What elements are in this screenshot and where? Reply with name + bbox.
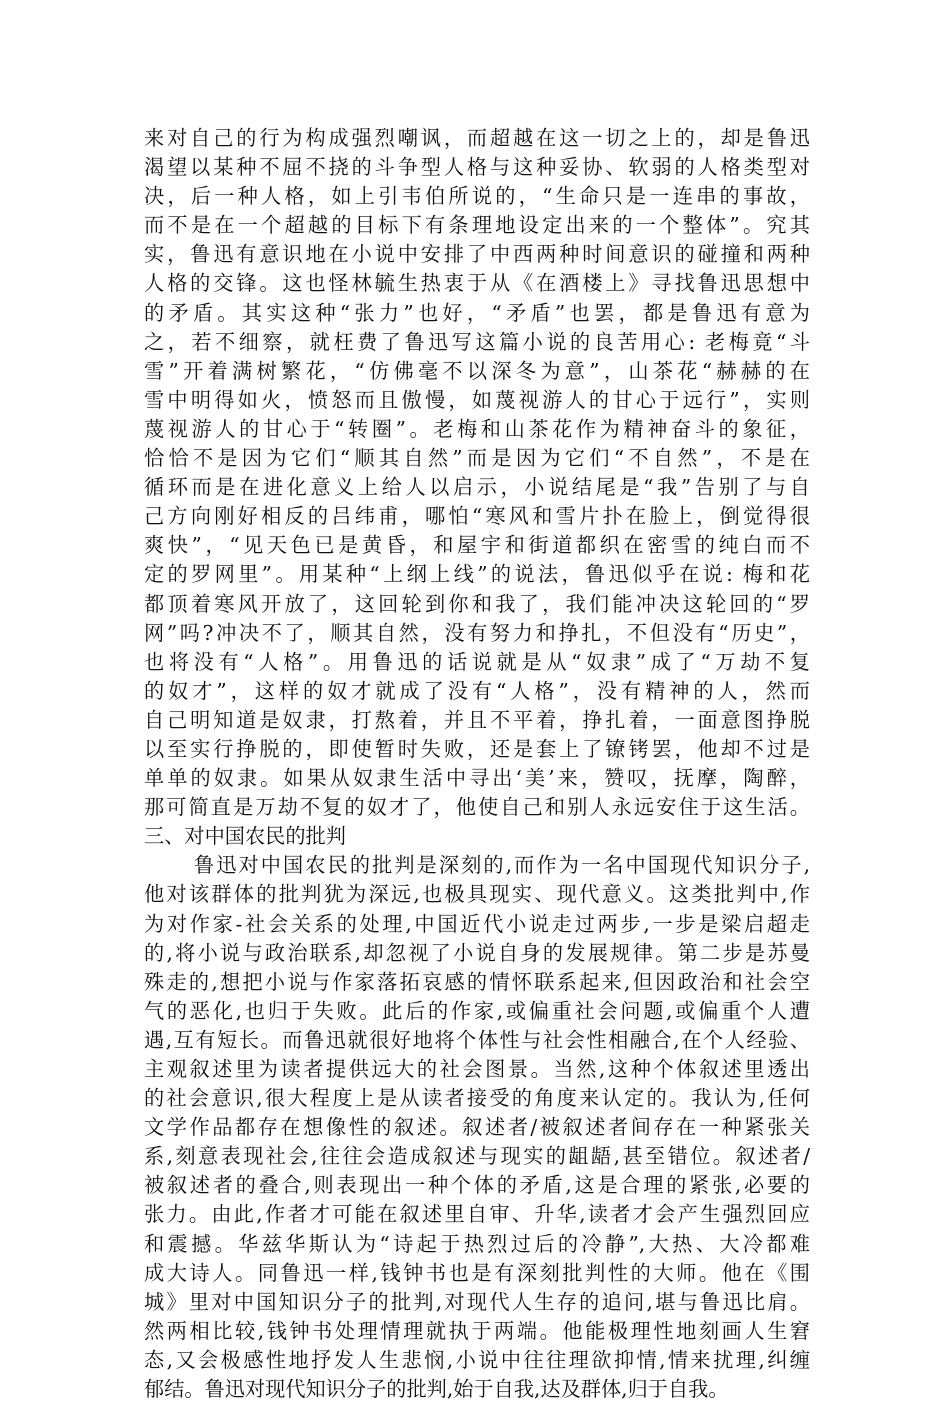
text-line: 他对该群体的批判犹为深远,也极具现实、现代意义。这类批判中,作 — [144, 882, 810, 907]
text-line: 雪”开着满树繁花，“仿佛毫不以深冬为意”，山茶花“赫赫的在 — [144, 358, 810, 383]
text-line: 和震撼。华兹华斯认为“诗起于热烈过后的冷静”,大热、大冷都难 — [144, 1231, 810, 1256]
text-line: 的奴才”，这样的奴才就成了没有“人格”，没有精神的人，然而 — [144, 678, 810, 703]
text-line: 的矛盾。其实这种“张力”也好，“矛盾”也罢，都是鲁迅有意为 — [144, 300, 810, 325]
section-heading: 三、对中国农民的批判 — [144, 824, 346, 849]
text-line: 郁结。鲁迅对现代知识分子的批判,始于自我,达及群体,归于自我。 — [144, 1377, 729, 1402]
text-line: 主观叙述里为读者提供远大的社会图景。当然,这种个体叙述里透出 — [144, 1057, 810, 1081]
body-text — [144, 124, 810, 1404]
text-line: 己方向刚好相反的吕纬甫，哪怕“寒风和雪片扑在脸上，倒觉得很 — [144, 504, 810, 529]
text-line: 成大诗人。同鲁迅一样,钱钟书也是有深刻批判性的大师。他在《围 — [144, 1260, 810, 1285]
text-line: 决，后一种人格，如上引韦伯所说的，“生命只是一连串的事故， — [144, 184, 810, 209]
text-line: 的社会意识,很大程度上是从读者接受的角度来认定的。我认为,任何 — [144, 1086, 810, 1111]
text-line: 蔑视游人的甘心于“转圈”。老梅和山茶花作为精神奋斗的象征， — [144, 416, 810, 441]
text-line: 人格的交锋。这也怪林毓生热衷于从《在酒楼上》寻找鲁迅思想中 — [144, 271, 810, 296]
text-line: 来对自己的行为构成强烈嘲讽，而超越在这一切之上的，却是鲁迅 — [144, 126, 810, 150]
text-line: 态,又会极感性地抒发人生悲悯,小说中往往理欲抑情,情来扰理,纠缠 — [144, 1347, 810, 1372]
text-line: 恰恰不是因为它们“顺其自然”而是因为它们“不自然”，不是在 — [144, 446, 810, 471]
text-line: 爽快”，“见天色已是黄昏，和屋宇和街道都织在密雪的纯白而不 — [144, 533, 810, 558]
text-line: 都顶着寒风开放了，这回轮到你和我了，我们能冲决这轮回的“罗 — [144, 591, 810, 616]
text-line: 自己明知道是奴隶，打熬着，并且不平着，挣扎着，一面意图挣脱 — [144, 707, 810, 732]
text-line: 系,刻意表现社会,往往会造成叙述与现实的龃龉,甚至错位。叙述者/ — [144, 1144, 810, 1169]
text-line: 而不是在一个超越的目标下有条理地设定出来的一个整体”。究其 — [144, 213, 810, 238]
text-line: 文学作品都存在想像性的叙述。叙述者/被叙述者间存在一种紧张关 — [144, 1115, 810, 1140]
text-line: 城》里对中国知识分子的批判,对现代人生存的追问,堪与鲁迅比肩。 — [144, 1289, 810, 1314]
text-line: 为对作家-社会关系的处理,中国近代小说走过两步,一步是梁启超走 — [144, 911, 810, 936]
text-line: 渴望以某种不屈不挠的斗争型人格与这种妥协、软弱的人格类型对 — [144, 155, 810, 180]
text-line: 定的罗网里”。用某种“上纲上线”的说法，鲁迅似乎在说: 梅和花 — [144, 562, 810, 587]
text-line: 被叙述者的叠合,则表现出一种个体的矛盾,这是合理的紧张,必要的 — [144, 1173, 810, 1198]
text-line: 那可简直是万劫不复的奴才了，他使自己和别人永远安住于这生活。 — [144, 795, 810, 820]
text-line: 气的恶化,也归于失败。此后的作家,或偏重社会问题,或偏重个人遭 — [144, 998, 810, 1023]
paragraph-2 — [144, 851, 810, 1404]
text-line: 实，鲁迅有意识地在小说中安排了中西两种时间意识的碰撞和两种 — [144, 242, 810, 267]
paragraph-1 — [144, 124, 810, 822]
text-line: 之，若不细察，就枉费了鲁迅写这篇小说的良苦用心: 老梅竟“斗 — [144, 329, 810, 354]
text-line: 也将没有“人格”。用鲁迅的话说就是从“奴隶”成了“万劫不复 — [144, 649, 810, 674]
text-line: 的,将小说与政治联系,却忽视了小说自身的发展规律。第二步是苏曼 — [144, 940, 810, 965]
text-line: 单单的奴隶。如果从奴隶生活中寻出‘美’来，赞叹，抚摩，陶醉， — [144, 766, 810, 791]
text-line: 循环而是在进化意义上给人以启示，小说结尾是“我”告别了与自 — [144, 475, 810, 500]
text-line: 鲁迅对中国农民的批判是深刻的,而作为一名中国现代知识分子, — [194, 853, 810, 878]
text-line: 网”吗?冲决不了，顺其自然，没有努力和挣扎，不但没有“历史”， — [144, 620, 810, 645]
text-line: 雪中明得如火，愤怒而且傲慢，如蔑视游人的甘心于远行”，实则 — [144, 387, 810, 412]
text-line: 然两相比较,钱钟书处理情理就执于两端。他能极理性地刻画人生窘 — [144, 1318, 810, 1343]
text-line: 张力。由此,作者才可能在叙述里自审、升华,读者才会产生强烈回应 — [144, 1202, 810, 1227]
text-line: 以至实行挣脱的，即使暂时失败，还是套上了镣铐罢，他却不过是 — [144, 736, 810, 761]
text-line: 殊走的,想把小说与作家落拓哀感的情怀联系起来,但因政治和社会空 — [144, 969, 810, 994]
text-line: 遇,互有短长。而鲁迅就很好地将个体性与社会性相融合,在个人经验、 — [144, 1027, 810, 1052]
